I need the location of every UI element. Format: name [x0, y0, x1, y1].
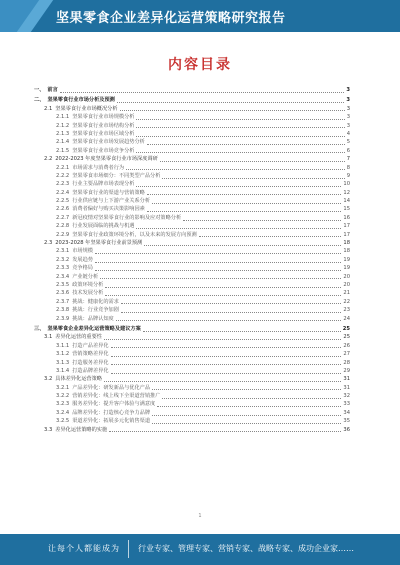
toc-entry-title: 挑战：健康化的需求: [72, 298, 119, 305]
toc-entry[interactable]: [34, 409, 350, 417]
toc-entry-number: 2.2.9: [56, 231, 70, 238]
toc-entry-number: 三、: [34, 325, 45, 332]
toc-entry-page: 10: [343, 181, 350, 188]
toc-entry-page: 25: [343, 334, 350, 341]
toc-entry-number: 2.1.1: [56, 114, 70, 121]
table-of-contents: [34, 86, 350, 434]
toc-entry-title: 行业供应链与上下游产业关系分析: [72, 198, 151, 205]
toc-entry[interactable]: [34, 256, 350, 264]
toc-leader-dots: [95, 249, 341, 254]
toc-entry[interactable]: [34, 189, 350, 197]
toc-entry-title: 坚果零食行业市场发展趋势分析: [72, 139, 145, 146]
toc-leader-dots: [136, 148, 344, 153]
toc-leader-dots: [199, 232, 342, 237]
toc-leader-dots: [183, 216, 341, 221]
toc-entry-title: 行业发展面临的挑战与机遇: [72, 223, 135, 230]
toc-leader-dots: [126, 165, 345, 170]
toc-entry-title: 坚果零食行业政策环境分析，以及未来的发展方向预测: [72, 231, 197, 238]
toc-entry-number: 2.3.6: [56, 290, 70, 297]
toc-entry[interactable]: [34, 342, 350, 350]
toc-entry-page: 20: [343, 281, 350, 288]
toc-entry-page: 28: [343, 359, 350, 366]
toc-entry[interactable]: [34, 164, 350, 172]
toc-entry[interactable]: [34, 325, 350, 333]
toc-leader-dots: [147, 207, 342, 212]
toc-entry[interactable]: [34, 350, 350, 358]
toc-entry-title: 坚果零食行业市场结构分析: [72, 122, 135, 129]
toc-heading: 内容目录: [168, 57, 232, 73]
toc-entry-title: 产业链分析: [72, 273, 99, 280]
toc-entry-number: 2.3: [44, 240, 53, 247]
toc-entry-title: 竞争格局: [72, 265, 93, 272]
toc-leader-dots: [111, 369, 342, 374]
toc-entry-page: 27: [343, 351, 350, 358]
toc-entry-page: 23: [343, 307, 350, 314]
toc-entry-title: 差异化运营的重要性: [55, 334, 102, 341]
toc-entry-number: 2.2.1: [56, 164, 70, 171]
toc-leader-dots: [152, 199, 341, 204]
toc-entry-page: 15: [343, 206, 350, 213]
toc-entry-number: 2.3.7: [56, 298, 70, 305]
toc-entry-title: 渠道差异化：拓展多元化销售渠道: [72, 418, 151, 425]
report-title: 坚果零食企业差异化运营策略研究报告: [56, 11, 286, 26]
toc-entry-page: 14: [343, 198, 350, 205]
toc-entry-page: 18: [343, 240, 350, 247]
footer-slogan: 让每个人都能成为: [48, 544, 120, 553]
toc-entry-number: 2.2.7: [56, 214, 70, 221]
toc-entry-page: 12: [343, 189, 350, 196]
page-number: 1: [198, 513, 202, 519]
toc-entry-number: 一、: [34, 87, 45, 93]
toc-entry[interactable]: [34, 367, 350, 375]
toc-entry-title: 坚果零食企业差异化运营策略及建议方案: [47, 325, 141, 332]
toc-entry[interactable]: [34, 239, 350, 247]
toc-entry-number: 3.2: [44, 376, 53, 383]
toc-leader-dots: [111, 360, 342, 365]
toc-entry[interactable]: [34, 247, 350, 255]
toc-entry-page: 31: [343, 376, 350, 383]
toc-entry[interactable]: [34, 273, 350, 281]
toc-entry[interactable]: [34, 281, 350, 289]
toc-entry[interactable]: [34, 172, 350, 180]
toc-leader-dots: [143, 327, 341, 332]
toc-entry-number: 3.2.2: [56, 393, 70, 400]
toc-entry-number: 2.2.5: [56, 198, 70, 205]
toc-entry-page: 7: [346, 156, 350, 163]
toc-entry-number: 2.1.4: [56, 139, 70, 146]
toc-entry[interactable]: [34, 197, 350, 205]
toc-entry-title: 行业主要品牌市场表现分析: [72, 181, 135, 188]
toc-leader-dots: [105, 283, 341, 288]
toc-entry-title: 坚果零食行业的渠道与营销策略: [72, 189, 145, 196]
toc-entry[interactable]: [34, 359, 350, 367]
toc-entry-number: 2.2.6: [56, 206, 70, 213]
toc-entry-page: 4: [346, 130, 350, 137]
toc-entry-page: 26: [343, 342, 350, 349]
toc-entry-page: 33: [343, 401, 350, 408]
toc-leader-dots: [116, 316, 342, 321]
toc-leader-dots: [160, 157, 345, 162]
toc-entry-page: 17: [343, 231, 350, 238]
toc-entry-title: 打造服务差异化: [72, 359, 109, 366]
toc-entry-number: 2.3.9: [56, 315, 70, 322]
toc-entry[interactable]: [34, 205, 350, 213]
toc-leader-dots: [157, 402, 341, 407]
toc-entry-title: 发展趋势: [72, 256, 93, 263]
toc-entry-title: 消费者偏好与购买决策影响因素: [72, 206, 145, 213]
toc-entry-number: 2.1.3: [56, 130, 70, 137]
toc-entry-page: 3: [346, 122, 350, 129]
toc-entry-number: 3.1: [44, 334, 53, 341]
toc-entry-number: 2.3.3: [56, 265, 70, 272]
toc-entry-title: 坚果零食行业市场竞争分析: [72, 147, 135, 154]
toc-entry-page: 34: [343, 409, 350, 416]
toc-entry-number: 2.1.2: [56, 122, 70, 129]
toc-entry-page: 9: [346, 172, 350, 179]
toc-entry-title: 具体差异化运营策略: [55, 376, 102, 383]
toc-entry-title: 坚果零食市场细分：不同类型产品分析: [72, 172, 161, 179]
toc-entry-number: 2.2.2: [56, 172, 70, 179]
toc-entry-page: 19: [343, 256, 350, 263]
toc-entry-page: 29: [343, 367, 350, 374]
toc-leader-dots: [111, 352, 342, 357]
toc-entry-number: 3.2.1: [56, 384, 70, 391]
toc-leader-dots: [136, 115, 344, 120]
toc-leader-dots: [104, 377, 341, 382]
toc-entry-page: 20: [343, 273, 350, 280]
toc-entry-number: 3.2.5: [56, 418, 70, 425]
toc-entry[interactable]: [34, 392, 350, 400]
toc-entry[interactable]: [34, 222, 350, 230]
toc-entry-number: 3.3: [44, 426, 53, 433]
toc-entry-page: 32: [343, 393, 350, 400]
toc-entry-number: 2.3.8: [56, 307, 70, 314]
toc-entry[interactable]: [34, 315, 350, 323]
toc-entry-title: 差异化运营策略的实施: [55, 426, 108, 433]
toc-entry-page: 36: [343, 426, 350, 433]
toc-entry[interactable]: [34, 155, 350, 163]
toc-leader-dots: [147, 190, 342, 195]
toc-entry-number: 2.1.5: [56, 147, 70, 154]
toc-entry-page: 3: [346, 97, 350, 104]
toc-entry[interactable]: [34, 113, 350, 121]
toc-entry-title: 前言: [47, 87, 58, 93]
toc-leader-dots: [100, 274, 341, 279]
toc-entry[interactable]: [34, 231, 350, 239]
toc-entry-page: 3: [346, 87, 350, 93]
toc-entry[interactable]: [34, 375, 350, 383]
toc-entry-title: 2022-2023 年度坚果零食行业市场深度调研: [55, 156, 158, 163]
toc-entry-number: 3.1.2: [56, 351, 70, 358]
toc-leader-dots: [136, 224, 341, 229]
toc-leader-dots: [120, 106, 345, 111]
toc-entry-page: 6: [346, 147, 350, 154]
toc-entry-title: 政策环境分析: [72, 281, 104, 288]
toc-entry-page: 3: [346, 105, 350, 112]
toc-entry-title: 营销策略差异化: [72, 351, 109, 358]
page-footer: [0, 534, 400, 565]
toc-entry-number: 2.1: [44, 105, 53, 112]
toc-entry-page: 17: [343, 223, 350, 230]
toc-entry[interactable]: [34, 138, 350, 146]
toc-entry-page: 24: [343, 315, 350, 322]
toc-leader-dots: [136, 182, 341, 187]
toc-entry[interactable]: [34, 289, 350, 297]
toc-leader-dots: [144, 241, 341, 246]
toc-entry-title: 坚果零食行业市场概况分析: [55, 105, 118, 112]
toc-entry[interactable]: [34, 86, 350, 94]
toc-entry-number: 2.3.1: [56, 248, 70, 255]
toc-entry-number: 2.3.4: [56, 273, 70, 280]
toc-entry[interactable]: [34, 306, 350, 314]
toc-entry-title: 坚果零食行业市场区域分析: [72, 130, 135, 137]
toc-entry-title: 挑战：行业竞争加剧: [72, 307, 119, 314]
toc-entry-title: 市场需求与消费者行为: [72, 164, 125, 171]
toc-entry-number: 2.3.2: [56, 256, 70, 263]
toc-entry[interactable]: [34, 426, 350, 434]
toc-entry-number: 2.2.3: [56, 181, 70, 188]
toc-entry-title: 服务差异化：提升客户体验与满意度: [72, 401, 156, 408]
page-header: [0, 0, 400, 32]
toc-entry-number: 二、: [34, 97, 45, 104]
toc-entry[interactable]: [34, 417, 350, 425]
toc-entry-page: 18: [343, 248, 350, 255]
toc-entry-page: 35: [343, 418, 350, 425]
toc-entry-title: 挑战：品牌认知度: [72, 315, 114, 322]
toc-entry-page: 3: [346, 114, 350, 121]
toc-leader-dots: [152, 419, 341, 424]
toc-entry-title: 坚果零食行业市场规模分析: [72, 114, 135, 121]
toc-entry[interactable]: [34, 96, 350, 104]
toc-leader-dots: [95, 258, 341, 263]
toc-entry-title: 技术发展分析: [72, 290, 104, 297]
toc-leader-dots: [60, 88, 345, 93]
toc-entry[interactable]: [34, 147, 350, 155]
toc-entry-page: 21: [343, 290, 350, 297]
toc-entry[interactable]: [34, 333, 350, 341]
toc-entry-number: 2.2.4: [56, 189, 70, 196]
toc-leader-dots: [121, 308, 341, 313]
footer-tagline: 行业专家、管理专家、营销专家、战略专家、成功企业家……: [138, 544, 354, 553]
toc-leader-dots: [105, 291, 341, 296]
toc-entry-page: 16: [343, 214, 350, 221]
toc-entry-number: 3.1.4: [56, 367, 70, 374]
toc-entry[interactable]: [34, 214, 350, 222]
toc-entry-title: 营销差异化：线上线下全渠道营销推广: [72, 393, 161, 400]
toc-entry-page: 8: [346, 164, 350, 171]
toc-entry-title: 产品差异化：研发新品与优化产品: [72, 384, 151, 391]
toc-entry[interactable]: [34, 180, 350, 188]
toc-leader-dots: [109, 427, 341, 432]
toc-entry-page: 5: [346, 139, 350, 146]
toc-entry-number: 3.2.4: [56, 409, 70, 416]
toc-entry-page: 25: [342, 325, 350, 332]
toc-leader-dots: [152, 385, 341, 390]
toc-entry[interactable]: [34, 298, 350, 306]
toc-entry-page: 19: [343, 265, 350, 272]
toc-entry-title: 市场规模: [72, 248, 93, 255]
toc-entry-title: 新冠疫情对坚果零食行业的影响及应对策略分析: [72, 214, 182, 221]
toc-entry-title: 品牌差异化：打造核心竞争力品牌: [72, 409, 151, 416]
toc-entry[interactable]: [34, 130, 350, 138]
toc-entry-title: 打造产品差异化: [72, 342, 109, 349]
toc-entry-number: 2.2: [44, 156, 53, 163]
toc-entry[interactable]: [34, 105, 350, 113]
toc-entry-title: 打造品牌差异化: [72, 367, 109, 374]
toc-entry-number: 3.2.3: [56, 401, 70, 408]
toc-leader-dots: [152, 411, 341, 416]
toc-entry-title: 2023-2028 年坚果零食行业前景预测: [55, 240, 143, 247]
toc-entry[interactable]: [34, 400, 350, 408]
toc-entry[interactable]: [34, 384, 350, 392]
toc-leader-dots: [162, 174, 344, 179]
toc-entry[interactable]: [34, 122, 350, 130]
toc-entry-number: 3.1.1: [56, 342, 70, 349]
toc-leader-dots: [111, 343, 342, 348]
toc-entry-number: 3.1.3: [56, 359, 70, 366]
toc-leader-dots: [104, 335, 341, 340]
toc-leader-dots: [136, 132, 344, 137]
toc-leader-dots: [121, 299, 341, 304]
toc-entry-number: 2.3.5: [56, 281, 70, 288]
toc-leader-dots: [136, 123, 344, 128]
toc-entry-page: 31: [343, 384, 350, 391]
toc-entry-number: 2.2.8: [56, 223, 70, 230]
toc-leader-dots: [95, 266, 341, 271]
toc-entry-page: 22: [343, 298, 350, 305]
toc-entry-title: 坚果零食行业市场分析及预测: [47, 97, 115, 104]
footer-divider: [128, 540, 129, 558]
toc-entry[interactable]: [34, 264, 350, 272]
toc-leader-dots: [147, 140, 345, 145]
toc-leader-dots: [117, 98, 345, 103]
toc-leader-dots: [162, 394, 341, 399]
